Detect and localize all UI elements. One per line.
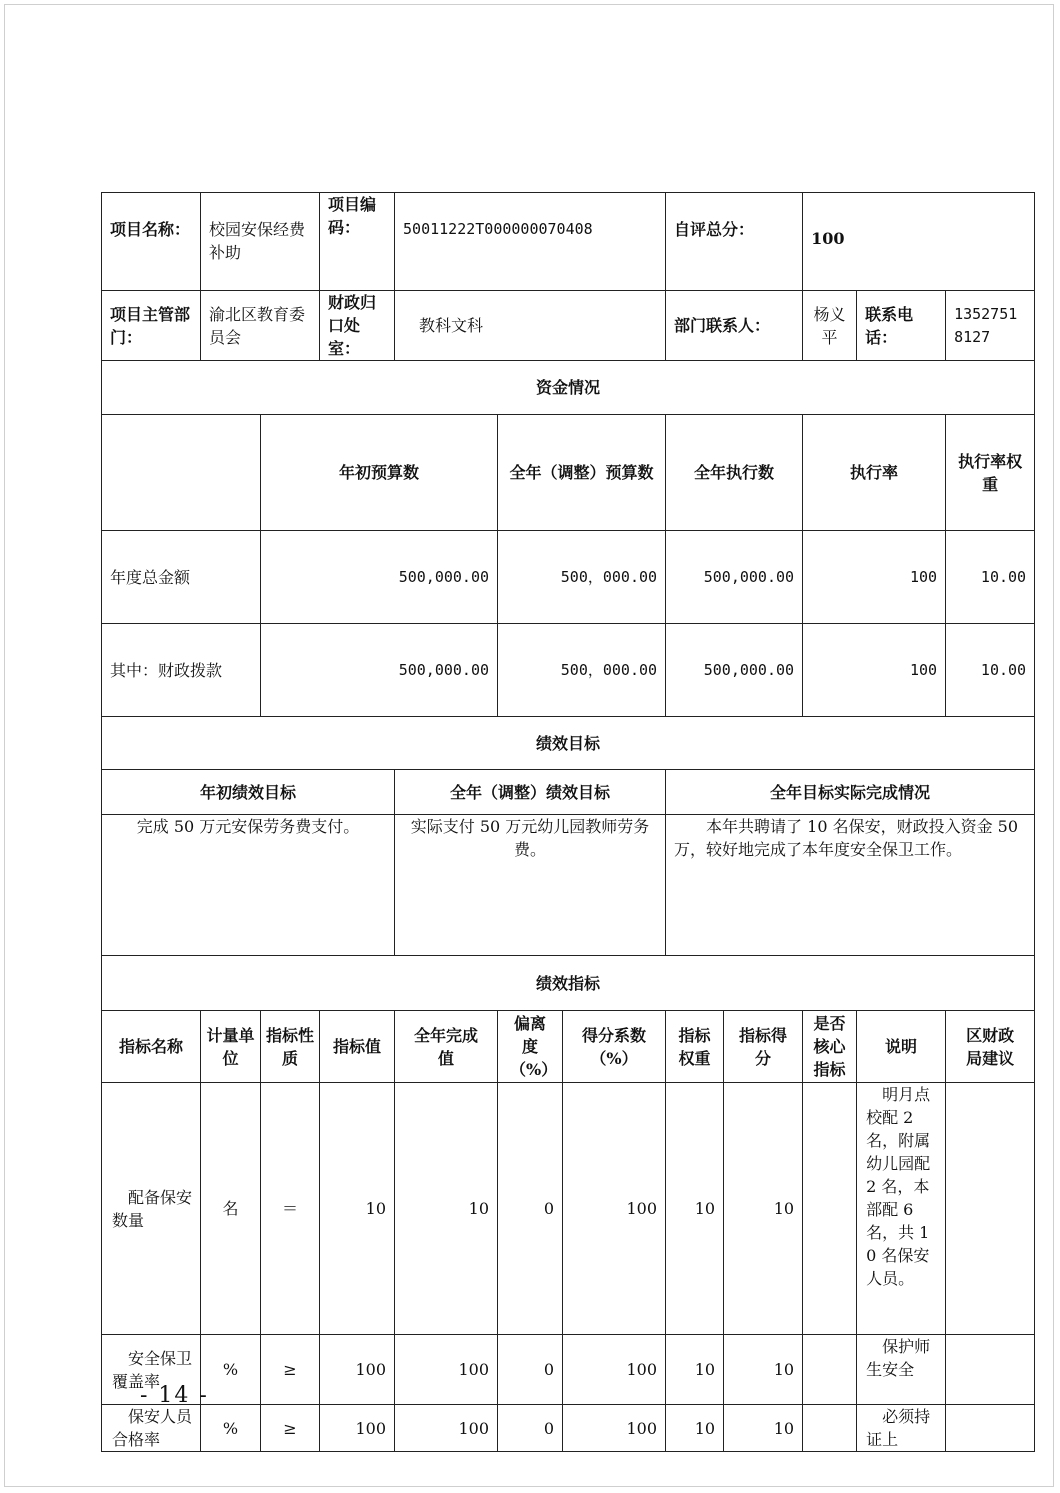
funds-header-adjusted-budget: 全年（调整）预算数 bbox=[498, 415, 666, 531]
indicator-row bbox=[102, 1083, 1035, 1335]
phone-label: 联系电话： bbox=[857, 291, 946, 361]
finance-office-value: 教科文科 bbox=[395, 291, 666, 361]
indicator-description: 明月点校配 2 名，附属幼儿园配 2 名，本部配 6 名，共 10 名保安人员。 bbox=[857, 1083, 946, 1335]
contact-label: 部门联系人： bbox=[666, 291, 803, 361]
phone-value: 13527518127 bbox=[946, 291, 1035, 361]
funds-initial-budget: 500,000.00 bbox=[261, 531, 498, 624]
goal-initial-text: 完成 50 万元安保劳务费支付。 bbox=[102, 815, 395, 956]
indicator-score: 10 bbox=[724, 1405, 803, 1452]
indicator-completed: 10 bbox=[395, 1083, 498, 1335]
indicator-target: 100 bbox=[320, 1335, 395, 1405]
indicator-header-description: 说明 bbox=[857, 1011, 946, 1083]
contact-value: 杨义平 bbox=[803, 291, 857, 361]
indicator-unit: % bbox=[201, 1335, 261, 1405]
indicator-target: 100 bbox=[320, 1405, 395, 1452]
indicator-header-suggestion: 区财政局建议 bbox=[946, 1011, 1035, 1083]
indicator-deviation: 0 bbox=[498, 1335, 563, 1405]
indicator-core bbox=[803, 1335, 857, 1405]
funds-header-empty bbox=[102, 415, 261, 531]
indicator-weight: 10 bbox=[666, 1335, 724, 1405]
indicator-header-weight: 指标权重 bbox=[666, 1011, 724, 1083]
funds-header-exec-rate: 执行率 bbox=[803, 415, 946, 531]
funds-rate-weight: 10.00 bbox=[946, 624, 1035, 717]
goal-actual-text: 本年共聘请了 10 名保安，财政投入资金 50 万，较好地完成了本年度安全保卫工作。 bbox=[666, 815, 1035, 956]
funds-section-row bbox=[102, 361, 1035, 415]
funds-exec-rate: 100 bbox=[803, 531, 946, 624]
indicator-score: 10 bbox=[724, 1335, 803, 1405]
indicator-unit: % bbox=[201, 1405, 261, 1452]
indicator-deviation: 0 bbox=[498, 1083, 563, 1335]
indicator-suggestion bbox=[946, 1405, 1035, 1452]
funds-executed: 500,000.00 bbox=[666, 531, 803, 624]
indicator-weight: 10 bbox=[666, 1405, 724, 1452]
indicator-deviation: 0 bbox=[498, 1405, 563, 1452]
indicator-score: 10 bbox=[724, 1083, 803, 1335]
funds-section-title: 资金情况 bbox=[102, 361, 1035, 415]
project-name-value: 校园安保经费补助 bbox=[201, 193, 320, 291]
indicator-row bbox=[102, 1405, 1035, 1452]
indicator-completed: 100 bbox=[395, 1405, 498, 1452]
funds-rate-weight: 10.00 bbox=[946, 531, 1035, 624]
funds-exec-rate: 100 bbox=[803, 624, 946, 717]
project-info-row-1 bbox=[102, 193, 1035, 291]
indicator-coefficient: 100 bbox=[563, 1405, 666, 1452]
score-value: 100 bbox=[803, 193, 1035, 291]
goals-header-row bbox=[102, 770, 1035, 815]
project-info-row-2 bbox=[102, 291, 1035, 361]
indicators-section-title: 绩效指标 bbox=[102, 956, 1035, 1011]
indicator-core bbox=[803, 1405, 857, 1452]
goals-value-row bbox=[102, 815, 1035, 956]
funds-row-fiscal bbox=[102, 624, 1035, 717]
indicator-description: 必须持证上 bbox=[857, 1405, 946, 1452]
goals-section-row bbox=[102, 717, 1035, 770]
indicator-suggestion bbox=[946, 1083, 1035, 1335]
indicator-unit: 名 bbox=[201, 1083, 261, 1335]
indicator-header-target: 指标值 bbox=[320, 1011, 395, 1083]
indicator-header-completed: 全年完成值 bbox=[395, 1011, 498, 1083]
indicator-name: 保安人员合格率 bbox=[102, 1405, 201, 1452]
indicator-coefficient: 100 bbox=[563, 1083, 666, 1335]
indicators-section-row bbox=[102, 956, 1035, 1011]
funds-row-label: 其中：财政拨款 bbox=[102, 624, 261, 717]
indicator-suggestion bbox=[946, 1335, 1035, 1405]
indicator-completed: 100 bbox=[395, 1335, 498, 1405]
indicator-coefficient: 100 bbox=[563, 1335, 666, 1405]
indicator-description: 保护师生安全 bbox=[857, 1335, 946, 1405]
dept-value: 渝北区教育委员会 bbox=[201, 291, 320, 361]
indicator-header-deviation: 偏离度（%） bbox=[498, 1011, 563, 1083]
indicator-nature: ≥ bbox=[261, 1405, 320, 1452]
performance-evaluation-table bbox=[101, 192, 1035, 1452]
goal-adjusted-text: 实际支付 50 万元幼儿园教师劳务费。 bbox=[395, 815, 666, 956]
indicator-header-name: 指标名称 bbox=[102, 1011, 201, 1083]
indicator-target: 10 bbox=[320, 1083, 395, 1335]
funds-header-rate-weight: 执行率权重 bbox=[946, 415, 1035, 531]
indicator-name: 安全保卫覆盖率 bbox=[102, 1335, 201, 1405]
funds-header-executed: 全年执行数 bbox=[666, 415, 803, 531]
goals-header-actual: 全年目标实际完成情况 bbox=[666, 770, 1035, 815]
indicator-header-score: 指标得分 bbox=[724, 1011, 803, 1083]
funds-header-initial-budget: 年初预算数 bbox=[261, 415, 498, 531]
finance-office-label: 财政归口处室： bbox=[320, 291, 395, 361]
indicators-header-row bbox=[102, 1011, 1035, 1083]
funds-row-label: 年度总金额 bbox=[102, 531, 261, 624]
funds-adjusted-budget: 500，000.00 bbox=[498, 531, 666, 624]
score-label: 自评总分： bbox=[666, 193, 803, 291]
indicator-nature: ＝ bbox=[261, 1083, 320, 1335]
page-number: - 14 - bbox=[140, 1383, 209, 1408]
funds-header-row bbox=[102, 415, 1035, 531]
indicator-core bbox=[803, 1083, 857, 1335]
goals-section-title: 绩效目标 bbox=[102, 717, 1035, 770]
indicator-row bbox=[102, 1335, 1035, 1405]
project-name-label: 项目名称： bbox=[102, 193, 201, 291]
dept-label: 项目主管部门： bbox=[102, 291, 201, 361]
goals-header-initial: 年初绩效目标 bbox=[102, 770, 395, 815]
indicator-header-core: 是否核心指标 bbox=[803, 1011, 857, 1083]
funds-row-total bbox=[102, 531, 1035, 624]
funds-executed: 500,000.00 bbox=[666, 624, 803, 717]
project-code-label: 项目编码： bbox=[320, 193, 395, 291]
funds-adjusted-budget: 500，000.00 bbox=[498, 624, 666, 717]
goals-header-adjusted: 全年（调整）绩效目标 bbox=[395, 770, 666, 815]
indicator-name: 配备保安数量 bbox=[102, 1083, 201, 1335]
indicator-header-unit: 计量单位 bbox=[201, 1011, 261, 1083]
funds-initial-budget: 500,000.00 bbox=[261, 624, 498, 717]
project-code-value: 50011222T000000070408 bbox=[395, 193, 666, 291]
indicator-weight: 10 bbox=[666, 1083, 724, 1335]
indicator-header-coefficient: 得分系数（%） bbox=[563, 1011, 666, 1083]
indicator-header-nature: 指标性质 bbox=[261, 1011, 320, 1083]
indicator-nature: ≥ bbox=[261, 1335, 320, 1405]
